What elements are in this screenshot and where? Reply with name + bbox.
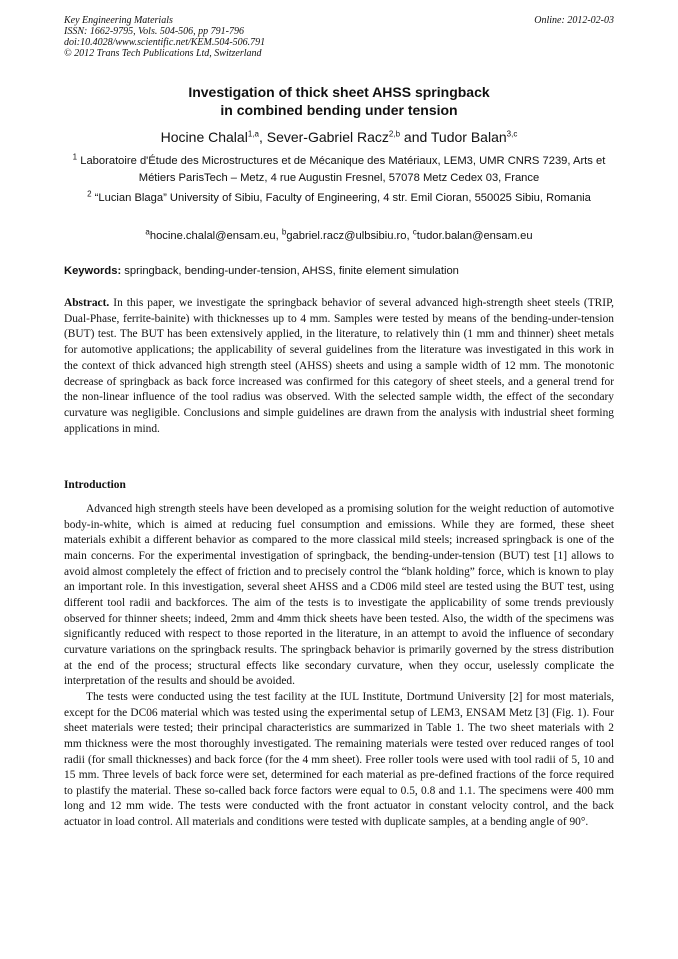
author-2: , Sever-Gabriel Racz [258,129,389,145]
email-b[interactable]: gabriel.racz@ulbsibiu.ro, [286,230,413,242]
issn-line: ISSN: 1662-9795, Vols. 504-506, pp 791-796 [64,26,244,37]
journal-name: Key Engineering Materials [64,15,173,26]
introduction-heading: Introduction [64,479,126,491]
author-emails [0,227,678,242]
abstract [64,296,614,437]
affiliation-2-sup: 2 [87,189,92,199]
affiliation-1 [64,153,614,187]
paper-title [0,83,678,119]
abstract-label: Abstract. [64,297,110,309]
affiliation-1-sup: 1 [72,152,78,162]
title-line-2: in combined bending under tension [220,102,458,118]
email-a-sup: a [145,227,150,237]
affiliation-2-text: “Lucian Blaga” University of Sibiu, Faculty of Engineering, 4 str. Emil Cioran, 550025 Sibiu, Romania [94,192,591,204]
intro-paragraph-1: Advanced high strength steels have been developed as a promising solution for the weight reduction of automotive body-in-white, which is aimed at reducing fuel consumption and emissions. While they are formed, these sheet materials exhibit a different behavior as compared to the more classical mild steels; increased springback is one of the main concerns. For the experimental investigation of springback, the bending-under-tension (BUT) test [1] allows to avoid almost completely the effect of friction and to precisely control the “blank holding” force, which is known to play an important role. In this investigation, several sheet AHSS and a CD06 mild steel are tested using the BUT test, using different tool radii and backforces. The aim of the tests is to investigate the applicability of some trends previously observed for thinner sheets; indeed, 2mm and 4mm thick sheets have been tested. Also, the width of the specimens was significantly reduced with respect to those reported in the literature, in an attempt to avoid the influence of secondary curvature variations on the springback results. The springback behavior is primarily governed by the stress distribution at the end of the process; structural effects like secondary curvature, when they occur, uselessly complicate the interpretation of the results and should be avoided. [64,503,614,688]
keywords-text: springback, bending-under-tension, AHSS, finite element simulation [121,265,459,277]
author-3-sup: 3,c [506,129,518,139]
email-a[interactable]: hocine.chalal@ensam.eu, [149,230,282,242]
keywords [64,265,624,277]
author-3: and Tudor Balan [400,129,507,145]
title-line-1: Investigation of thick sheet AHSS springback [188,84,490,100]
journal-header [64,15,614,59]
author-list [0,129,678,145]
author-1: Hocine Chalal [160,129,248,145]
intro-paragraph-2: The tests were conducted using the test facility at the IUL Institute, Dortmund University [2] for most materials, except for the DC06 material which was tested using the experimental setup of LEM3, ENSAM Metz [3] (Fig. 1). Four sheet materials were tested; their principal characteristics are summarized in Table 1. The two sheet materials with 2 mm thickness were the most thoroughly investigated. The remaining materials were tested over reduced ranges of tool radii (for small thicknesses) and back force (for the 4 mm sheet). Free roller tools were used with tool radii of 5, 10 and 15 mm. Three levels of back force were set, determined for each material as pre-defined fractions of the force required to plastify the material. These so-called back force factors were equal to 0.5, 0.8 and 1.1. The specimens were 400 mm long and 12 mm wide. The tests were conducted with the front actuator in constant velocity control, and the back actuator in load control. All materials and conditions were tested with duplicate samples, at a bending angle of 90°. [64,690,614,829]
doi-line[interactable]: doi:10.4028/www.scientific.net/KEM.504-506.791 [64,37,266,48]
introduction-body [64,502,614,831]
email-c[interactable]: tudor.balan@ensam.eu [416,230,533,242]
author-1-sup: 1,a [247,129,259,139]
affiliation-2 [64,190,614,207]
copyright-line: © 2012 Trans Tech Publications Ltd, Switzerland [64,48,262,59]
email-c-sup: c [412,227,417,237]
online-date: Online: 2012-02-03 [534,15,614,26]
keywords-label: Keywords: [64,265,122,277]
abstract-text: In this paper, we investigate the springback behavior of several advanced high-strength sheet steels (TRIP, Dual-Phase, ferrite-bainite) with thicknesses up to 4 mm. Samples were tested by means of the bending-under-tension (BUT) test. The BUT has been extensively applied, in the literature, to relatively thin (1 mm and thinner) sheet metals for automotive applications; the applicability of several guidelines from the literature was investigated in this work in the context of thick advanced high strength steel (AHSS) sheets and using a sample width of 12 mm. The monotonic decrease of springback as back force increased was confirmed for this category of sheet steels, and a general trend for the non-linear influence of the tool radius was observed. With the selected sample width, the effect of the secondary curvature was negligible. Conclusions and simple guidelines are drawn from the analysis with industrial sheet forming applications in mind. [64,297,614,435]
affiliation-1-text: Laboratoire d'Étude des Microstructures et de Mécanique des Matériaux, LEM3, UMR CNRS 7239, Arts et Métiers ParisTech – Metz, 4 rue Augustin Fresnel, 57078 Metz Cedex 03, France [80,155,606,184]
email-b-sup: b [281,227,287,237]
author-2-sup: 2,b [388,129,401,139]
